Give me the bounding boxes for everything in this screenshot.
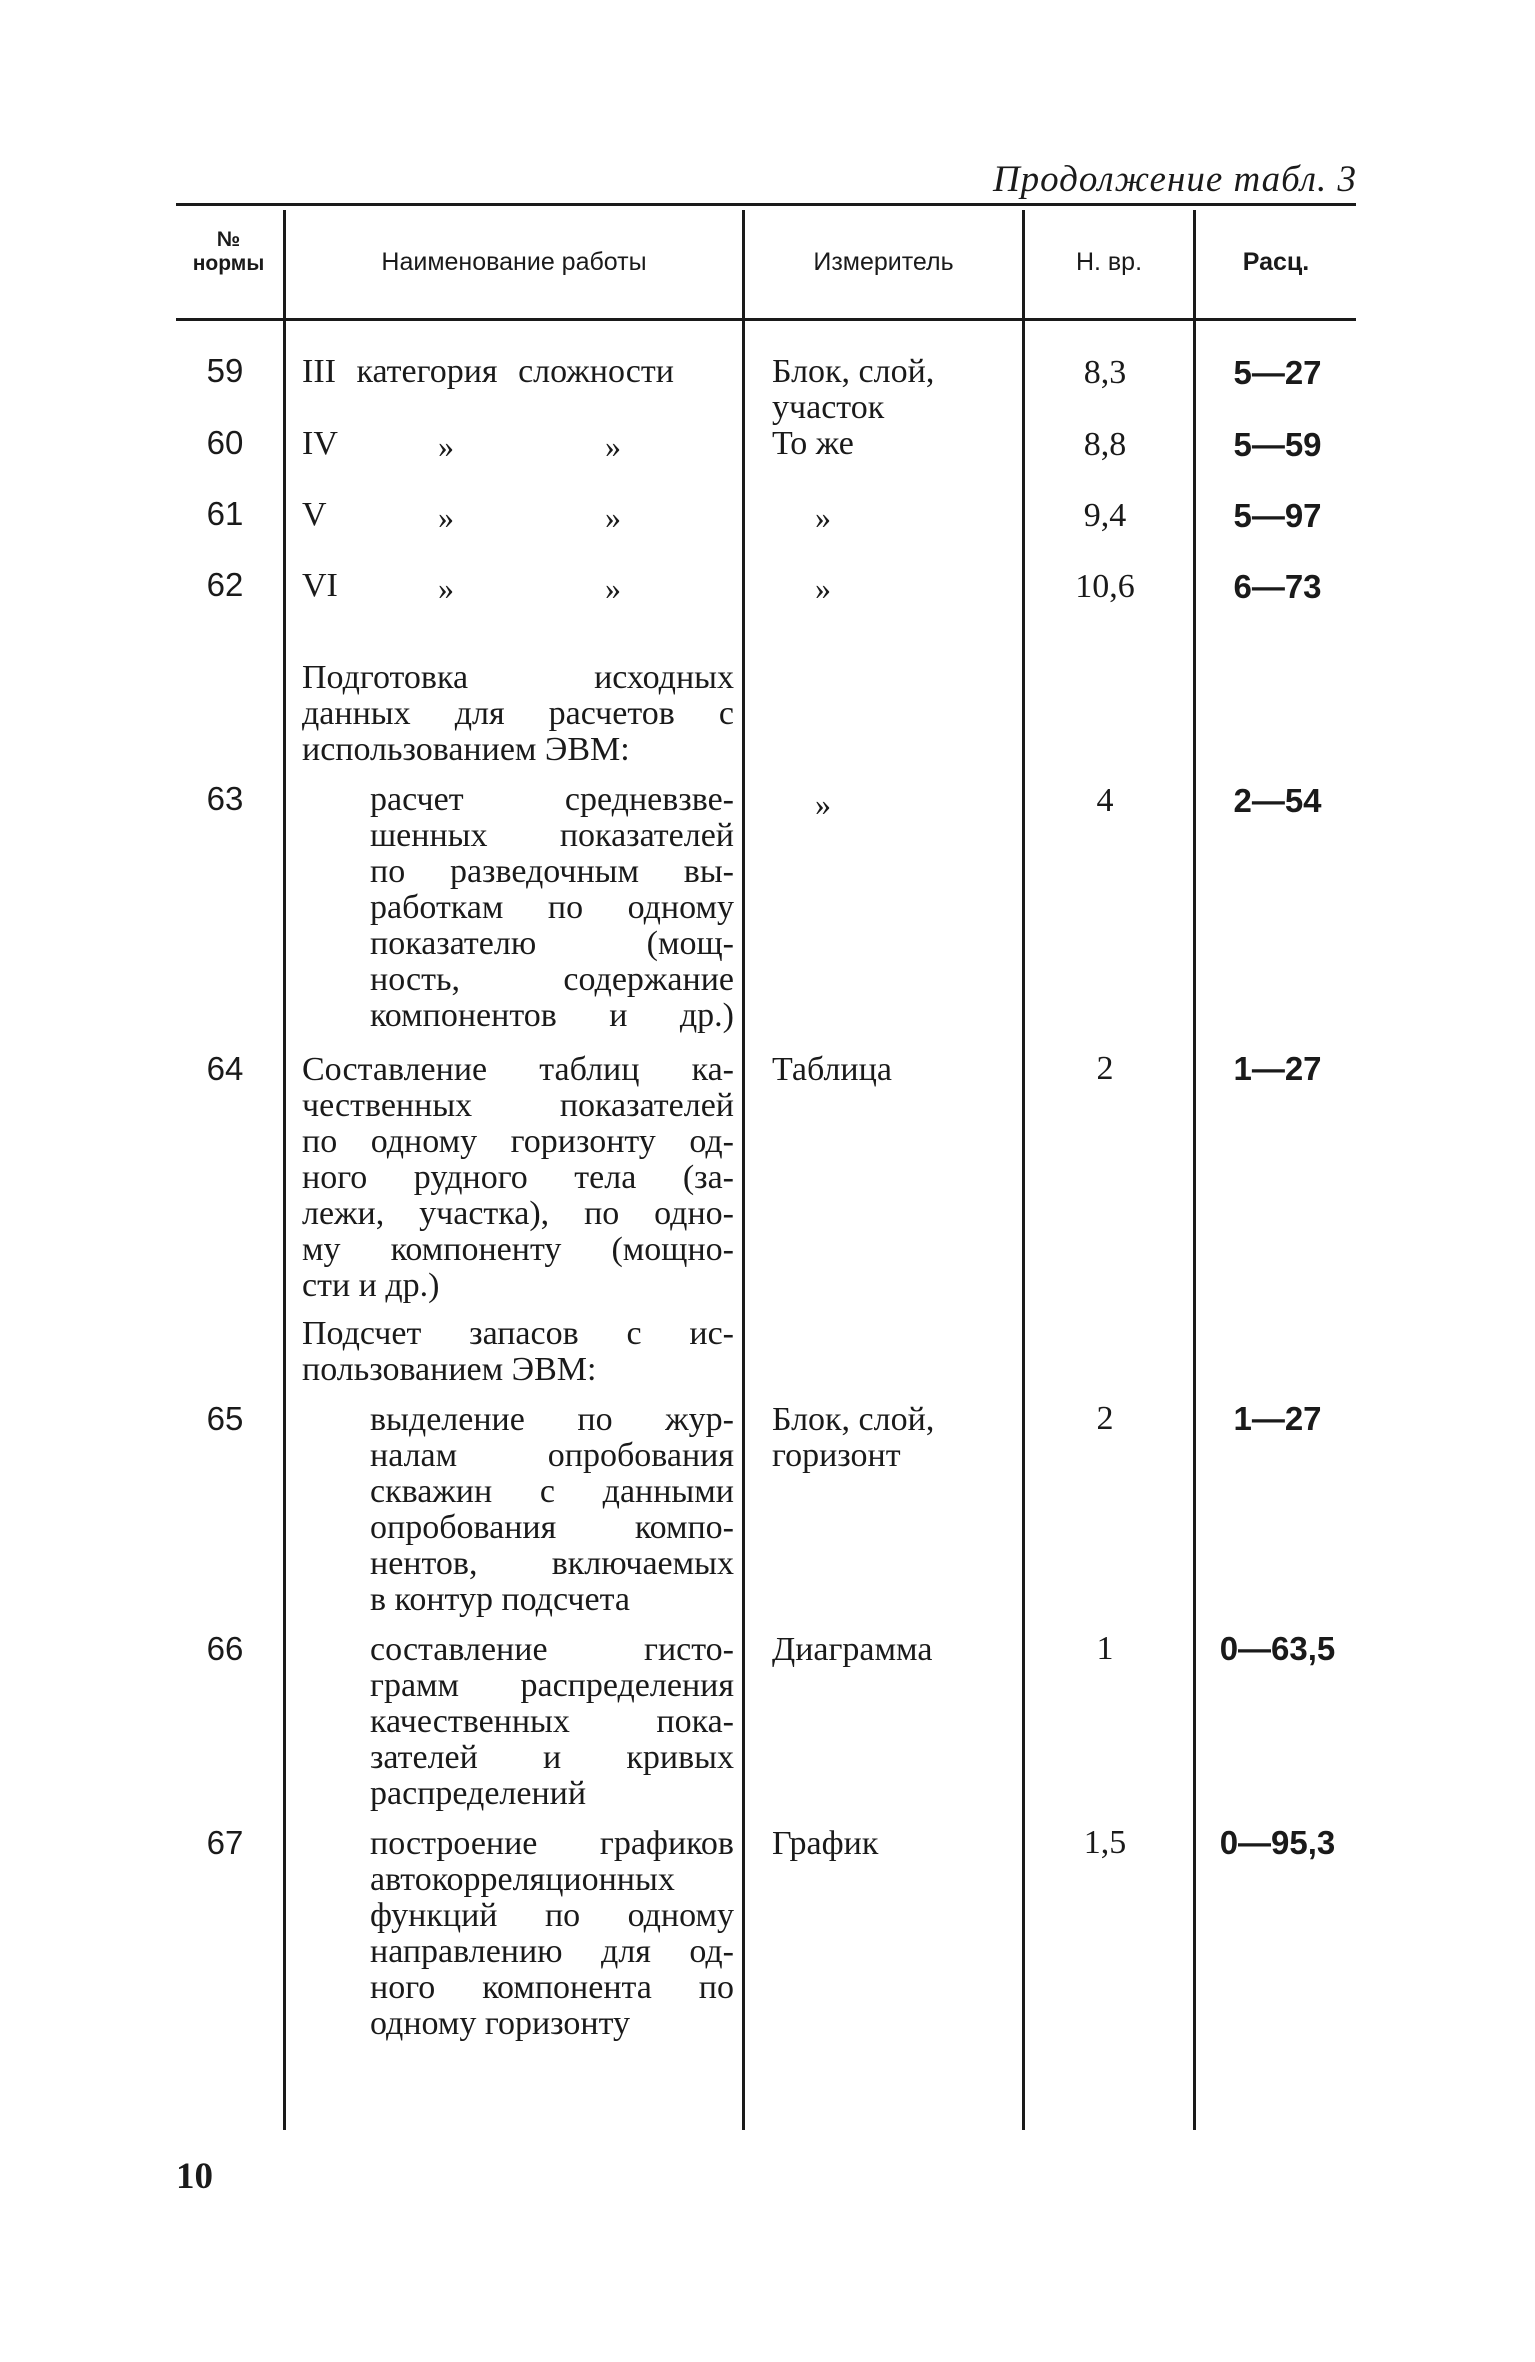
unit-cell: То же: [772, 425, 854, 462]
unit-cell: Диаграмма: [772, 1631, 933, 1668]
ditto-mark: »: [605, 499, 621, 535]
time-norm: 1: [1096, 1630, 1114, 1667]
time-norm: 8,8: [1083, 426, 1127, 463]
rate-value: 5—59: [1233, 426, 1322, 463]
time-norm: 9,4: [1083, 497, 1127, 534]
rate-value: 6—73: [1233, 568, 1322, 605]
work-name: Составление таблиц ка- чественных показателей по одному горизонту од- ного рудного тела (за- лежи, участка), по одно- му компоненту (мощно- сти и др.): [302, 1051, 734, 1304]
row-number: 63: [206, 780, 244, 817]
unit-cell: Блок, слой, горизонт: [772, 1401, 935, 1474]
header-rate: Расц.: [1242, 248, 1310, 276]
time-norm: 10,6: [1075, 568, 1135, 605]
row-number: 65: [206, 1400, 244, 1437]
ditto-mark: »: [438, 428, 454, 464]
time-norm: 8,3: [1083, 354, 1127, 391]
column-divider: [283, 210, 286, 2130]
unit-cell: График: [772, 1825, 879, 1862]
column-divider: [742, 210, 745, 2130]
row-number: 64: [206, 1050, 244, 1087]
work-name: III категория сложности: [302, 353, 674, 390]
time-norm: 1,5: [1083, 1824, 1127, 1861]
row-number: 67: [206, 1824, 244, 1861]
header-time-norm: Н. вр.: [1075, 248, 1143, 276]
rate-value: 0—63,5: [1219, 1630, 1336, 1667]
rate-value: 0—95,3: [1219, 1824, 1336, 1861]
rate-value: 5—97: [1233, 497, 1322, 534]
work-name: составление гисто- грамм распределения качественных пока- зателей и кривых распределений: [370, 1631, 734, 1812]
rate-value: 2—54: [1233, 782, 1322, 819]
work-name: VI: [302, 567, 338, 604]
ditto-mark: »: [438, 570, 454, 606]
row-number: 66: [206, 1630, 244, 1667]
table-top-rule: [176, 203, 1356, 206]
unit-cell: Таблица: [772, 1051, 892, 1088]
column-divider: [1022, 210, 1025, 2130]
table-caption: Продолжение табл. 3: [992, 159, 1357, 200]
page-number: 10: [176, 2156, 213, 2197]
ditto-mark: »: [815, 570, 831, 606]
rate-value: 5—27: [1233, 354, 1322, 391]
work-name: выделение по жур- налам опробования скважин с данными опробования компо- нентов, включаемых в контур подсчета: [370, 1401, 734, 1618]
work-name: построение графиков автокорреляционных функций по одному направлению для од- ного компонента по одному горизонту: [370, 1825, 734, 2042]
row-number: 61: [206, 495, 244, 532]
ditto-mark: »: [815, 499, 831, 535]
group-heading: Подготовка исходных данных для расчетов с использованием ЭВМ:: [302, 659, 734, 768]
rate-value: 1—27: [1233, 1050, 1322, 1087]
row-number: 59: [206, 352, 244, 389]
header-bottom-rule: [176, 318, 1356, 321]
time-norm: 2: [1096, 1050, 1114, 1087]
rate-value: 1—27: [1233, 1400, 1322, 1437]
time-norm: 2: [1096, 1400, 1114, 1437]
time-norm: 4: [1096, 782, 1114, 819]
work-name: расчет средневзве- шенных показателей по разведочным вы- работкам по одному показателю (мощ- ность, содержание компонентов и др.): [370, 781, 734, 1034]
header-norm-number: № нормы: [192, 228, 265, 275]
ditto-mark: »: [605, 428, 621, 464]
ditto-mark: »: [605, 570, 621, 606]
row-number: 62: [206, 566, 244, 603]
header-unit: Измеритель: [813, 248, 954, 276]
unit-cell: Блок, слой, участок: [772, 353, 935, 426]
row-number: 60: [206, 424, 244, 461]
ditto-mark: »: [815, 786, 831, 822]
ditto-mark: »: [438, 499, 454, 535]
header-work-name: Наименование работы: [381, 248, 647, 276]
group-heading: Подсчет запасов с ис- пользованием ЭВМ:: [302, 1315, 734, 1388]
work-name: IV: [302, 425, 338, 462]
work-name: V: [302, 496, 327, 533]
